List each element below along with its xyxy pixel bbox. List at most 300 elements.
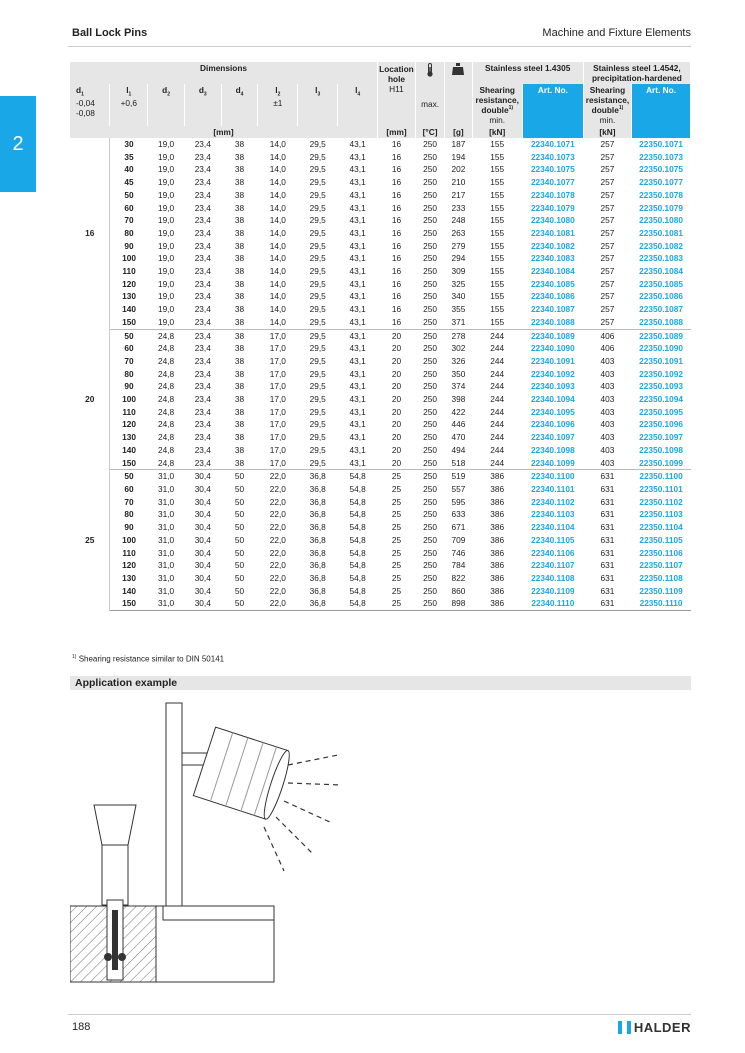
cell-shearing-1: 155 [490,189,505,200]
cell-location-hole: 16 [391,215,402,226]
art-no-link[interactable]: 22350.1105 [639,534,683,545]
cell-d2: 31,0 [157,547,175,558]
art-no-link[interactable]: 22340.1073 [530,151,575,162]
art-no-link[interactable]: 22340.1078 [530,189,575,200]
cell-l2: 17,0 [269,394,286,405]
cell-d2: 24,8 [157,355,175,366]
cell-location-hole: 16 [378,316,416,329]
art-no-link[interactable]: 22340.1087 [530,304,575,315]
cell-weight: 671 [451,522,466,533]
cell-shearing-2: 631 [600,471,615,482]
cell-l1: 140 [122,444,136,455]
cell-shearing-2: 406 [600,343,615,354]
cell-shearing-1: 155 [490,177,505,188]
table-row [70,444,691,457]
cell-shearing-2: 257 [600,266,615,277]
art-no-link[interactable]: 22350.1103 [639,509,683,520]
art-no-link[interactable]: 22340.1101 [531,483,575,494]
art-no-link[interactable]: 22340.1108 [531,572,575,583]
lock-ball-left [104,953,112,961]
cell-shearing-1: 386 [490,496,505,507]
art-no-link[interactable]: 22350.1090 [639,343,683,354]
cell-d2: 31,0 [157,483,175,494]
cell-l4: 54,8 [349,509,366,520]
art-no-link[interactable]: 22350.1104 [639,522,683,533]
art-no-link[interactable]: 22350.1107 [639,560,683,571]
cell-shearing-2: 631 [600,522,615,533]
cell-d3: 23,4 [194,164,211,175]
cell-l3: 36,8 [309,572,326,583]
cell-location-hole: 16 [391,291,402,302]
unit-celsius: [°C] [415,126,444,138]
table-row [70,214,691,227]
cell-l2: 17,0 [269,432,286,443]
table-row [70,278,691,291]
cell-l2: 22,0 [269,483,286,494]
cell-shearing-1: 155 [490,266,505,277]
cell-d2: 19,0 [157,227,175,238]
art-no-link[interactable]: 22350.1101 [639,483,683,494]
cell-shearing-2: 257 [600,227,615,238]
cell-shearing-2: 631 [600,560,615,571]
cell-temperature: 250 [423,432,437,443]
cell-location-hole: 16 [391,164,402,175]
art-no-link[interactable]: 22350.1081 [639,227,683,238]
art-no-link[interactable]: 22340.1109 [531,585,575,596]
cell-l4: 43,1 [349,215,366,226]
cell-weight: 302 [451,343,466,354]
cell-weight: 326 [451,355,466,366]
col-l1: $l_1$ +0,6 [110,84,148,126]
art-no-link[interactable]: 22340.1084 [530,266,575,277]
art-no-link[interactable]: 22340.1090 [530,343,575,354]
cell-l4: 43,1 [349,151,366,162]
cell-temperature: 250 [415,457,444,470]
cell-d3: 23,4 [194,343,211,354]
table-row [70,227,691,240]
cell-location-hole: 16 [391,304,402,315]
art-no-link[interactable]: 22340.1105 [531,534,575,545]
cell-l3: 29,5 [309,355,326,366]
cell-l4: 43,1 [349,355,366,366]
art-no-link[interactable]: 22350.1102 [639,496,683,507]
cell-l2: 22,0 [269,509,286,520]
cell-l2: 17,0 [269,419,286,430]
cell-l3: 36,8 [309,471,326,482]
table-row [70,521,691,534]
cell-l4: 43,1 [349,139,366,149]
cell-l4: 43,1 [349,253,366,264]
cell-temperature: 250 [423,202,437,213]
table-row [70,534,691,547]
cell-l3: 29,5 [309,253,326,264]
art-no-link[interactable]: 22350.1089 [639,330,683,341]
cell-shearing-1: 386 [490,471,505,482]
cell-shearing-2: 257 [600,177,615,188]
cell-shearing-1: 155 [472,316,522,329]
cell-l1: 40 [124,164,134,175]
cell-l4: 43,1 [349,278,366,289]
art-no-link[interactable]: 22350.1086 [639,291,683,302]
art-no-link[interactable]: 22350.1080 [639,215,683,226]
art-no-link[interactable]: 22340.1085 [530,278,575,289]
cell-d2: 19,0 [157,266,175,277]
cell-temperature: 250 [423,560,437,571]
art-no-link[interactable]: 22340.1083 [530,253,575,264]
cell-l2: 17,0 [258,457,298,470]
cell-shearing-1: 244 [490,432,505,443]
cell-l2: 22,0 [269,572,286,583]
cell-l2: 22,0 [269,585,286,596]
table-row [70,316,691,329]
art-no-link[interactable]: 22350.1094 [639,394,683,405]
cell-l4: 54,8 [349,522,366,533]
cell-location-hole: 16 [391,278,402,289]
cell-l1: 100 [122,394,136,405]
cell-d2: 24,8 [157,419,175,430]
cell-weight: 263 [451,227,466,238]
cell-l2: 14,0 [269,164,286,175]
art-no-link[interactable]: 22340.1075 [530,164,575,175]
cell-temperature: 250 [423,227,437,238]
cell-d2: 31,0 [157,572,175,583]
cell-shearing-2: 257 [600,139,615,149]
art-no-link[interactable]: 22350.1088 [632,316,691,329]
art-no-link[interactable]: 22350.1092 [639,368,683,379]
art-no-link[interactable]: 22340.1100 [531,471,575,482]
cell-weight: 784 [451,560,466,571]
cell-d2: 31,0 [157,509,175,520]
col-d1: $d_1$ -0,04 -0,08 [70,84,110,126]
cell-weight: 898 [445,597,472,610]
art-no-link[interactable]: 22350.1106 [639,547,683,558]
art-no-link[interactable]: 22340.1093 [530,381,575,392]
cell-l4: 54,8 [349,560,366,571]
cell-l4: 43,1 [349,394,366,405]
cell-temperature: 250 [423,355,437,366]
cell-l1: 120 [122,419,136,430]
h11-label: H11 [389,84,404,94]
page-number: 188 [72,1021,91,1033]
cell-l4: 43,1 [349,343,366,354]
cell-temperature: 250 [423,381,437,392]
cell-d2: 24,8 [157,394,175,405]
cell-shearing-1: 386 [472,597,522,610]
cell-d4: 38 [234,266,245,277]
cell-d3: 23,4 [194,253,211,264]
cell-weight: 350 [451,368,466,379]
cell-location-hole: 16 [391,202,402,213]
cell-shearing-1: 386 [490,483,505,494]
table-row [70,151,691,164]
art-no-link[interactable]: 22350.1109 [639,585,683,596]
cell-l3: 36,8 [309,534,326,545]
cell-shearing-2: 257 [600,202,615,213]
cell-temperature: 250 [423,278,437,289]
cell-weight: 518 [445,457,472,470]
cell-l2: 14,0 [269,202,286,213]
art-no-link[interactable]: 22340.1080 [530,215,575,226]
art-no-link[interactable]: 22340.1107 [531,560,575,571]
art-no-link[interactable]: 22340.1095 [530,406,575,417]
art-no-link[interactable]: 22340.1086 [530,291,575,302]
art-no-link[interactable]: 22340.1096 [530,419,575,430]
cell-d3: 30,4 [194,534,211,545]
cell-shearing-2: 257 [600,164,615,175]
thermometer-icon [425,63,435,77]
art-no-link[interactable]: 22350.1098 [639,444,683,455]
art-no-link[interactable]: 22350.1083 [639,253,683,264]
cell-l4: 43,1 [349,368,366,379]
cell-d4: 38 [234,189,245,200]
cell-l4: 43,1 [349,381,366,392]
art-no-link[interactable]: 22340.1102 [531,496,575,507]
cell-shearing-1: 155 [490,215,505,226]
cell-l2: 14,0 [269,151,286,162]
art-no-link[interactable]: 22340.1077 [530,177,575,188]
cell-l1: 70 [124,215,134,226]
cell-d4: 50 [234,509,245,520]
art-no-link[interactable]: 22350.1077 [639,177,683,188]
header-divider [68,46,691,47]
art-no-link[interactable]: 22340.1098 [530,444,575,455]
cell-location-hole: 25 [391,522,402,533]
art-no-link[interactable]: 22350.1087 [639,304,683,315]
art-no-link[interactable]: 22350.1071 [639,139,683,149]
cell-l3: 29,5 [309,381,326,392]
cell-d4: 38 [234,278,245,289]
cell-d4: 38 [234,394,245,405]
art-no-link[interactable]: 22340.1103 [531,509,575,520]
cell-d4: 50 [234,572,245,583]
col-d2: $d_2$ [148,84,185,126]
art-no-link[interactable]: 22340.1088 [522,316,583,329]
cell-weight: 217 [451,189,466,200]
cell-d3: 23,4 [194,394,211,405]
cell-location-hole: 16 [391,151,402,162]
cell-weight: 746 [451,547,466,558]
cell-d2: 24,8 [157,444,175,455]
art-no-link[interactable]: 22340.1081 [530,227,575,238]
art-no-1-unit [522,126,583,138]
unit-grams: [g] [445,126,472,138]
art-no-link[interactable]: 22340.1099 [522,457,583,470]
cell-shearing-2: 403 [600,444,615,455]
art-no-link[interactable]: 22350.1084 [639,266,683,277]
art-no-link[interactable]: 22350.1082 [639,240,683,251]
art-no-link[interactable]: 22350.1108 [639,572,683,583]
halder-logo-icon [618,1021,631,1034]
cell-l1: 35 [124,151,134,162]
cell-shearing-2: 257 [600,304,615,315]
art-no-link[interactable]: 22350.1100 [639,471,683,482]
cell-shearing-1: 155 [490,240,505,251]
art-no-link[interactable]: 22350.1093 [639,381,683,392]
cell-l3: 29,5 [309,177,326,188]
art-no-link[interactable]: 22340.1110 [522,597,583,610]
cell-l3: 29,5 [309,139,326,149]
art-no-link[interactable]: 22340.1094 [530,394,575,405]
art-no-link[interactable]: 22350.1079 [639,202,683,213]
cell-temperature: 250 [423,177,437,188]
cell-location-hole: 20 [391,355,402,366]
cell-weight: 233 [451,202,466,213]
cell-l2: 17,0 [269,406,286,417]
application-example-title: Application example [70,676,691,690]
cell-l2: 22,0 [269,547,286,558]
art-no-link[interactable]: 22340.1082 [530,240,575,251]
cell-shearing-1: 244 [490,368,505,379]
cell-weight: 278 [451,330,466,341]
cell-l3: 29,5 [309,406,326,417]
cell-d1: 16 [70,138,110,329]
cell-d2: 31,0 [148,597,185,610]
cell-shearing-2: 403 [600,432,615,443]
cell-d3: 23,4 [194,444,211,455]
cell-d3: 23,4 [184,316,221,329]
table-row [70,431,691,444]
cell-location-hole: 20 [391,444,402,455]
cell-d2: 24,8 [157,368,175,379]
art-no-link[interactable]: 22340.1092 [530,368,575,379]
cell-shearing-2: 257 [600,291,615,302]
cell-l2: 22,0 [269,522,286,533]
art-no-link[interactable]: 22340.1097 [530,432,575,443]
cell-l3: 36,8 [309,522,326,533]
cell-l3: 29,5 [309,432,326,443]
location-hole-label: Location hole [379,64,414,84]
cell-weight: 860 [451,585,466,596]
art-no-link[interactable]: 22350.1099 [632,457,691,470]
cell-l1: 130 [122,291,136,302]
art-no-link[interactable]: 22340.1089 [530,330,575,341]
cell-l1: 90 [124,240,134,251]
cell-l4: 43,1 [349,164,366,175]
cell-d4: 38 [234,253,245,264]
cell-l1: 50 [124,189,134,200]
cell-d4: 50 [234,471,245,482]
unit-mm-hole: [mm] [378,126,416,138]
cell-d4: 50 [234,496,245,507]
art-no-link[interactable]: 22340.1106 [531,547,575,558]
art-no-link[interactable]: 22350.1110 [632,597,691,610]
art-no-link[interactable]: 22350.1095 [639,406,683,417]
cell-temperature: 250 [423,343,437,354]
cell-d3: 23,4 [194,419,211,430]
art-no-link[interactable]: 22350.1078 [639,189,683,200]
art-no-link[interactable]: 22340.1091 [530,355,575,366]
col-d4: $d_4$ [221,84,258,126]
cell-l1: 140 [122,304,136,315]
cell-d3: 23,4 [194,266,211,277]
cell-weight: 446 [451,419,466,430]
cell-l4: 43,1 [349,304,366,315]
cell-weight: 709 [451,534,466,545]
cell-shearing-2: 631 [600,534,615,545]
lamp-head [193,727,293,821]
cell-l3: 29,5 [309,291,326,302]
cell-temperature: 250 [423,253,437,264]
art-no-link[interactable]: 22340.1079 [530,202,575,213]
cell-l1: 80 [124,509,134,520]
cell-d4: 38 [234,381,245,392]
cell-temperature: 250 [423,330,437,341]
cell-l2: 14,0 [269,215,286,226]
cell-d4: 38 [234,432,245,443]
cell-d3: 23,4 [184,457,221,470]
cell-l2: 14,0 [258,316,298,329]
cell-d4: 50 [234,483,245,494]
cell-d3: 23,4 [194,355,211,366]
cell-shearing-1: 155 [490,151,505,162]
cell-weight: 279 [451,240,466,251]
cell-l4: 43,1 [349,291,366,302]
table-row [70,572,691,585]
table-row [70,483,691,496]
cell-temperature: 250 [423,240,437,251]
cell-d4: 50 [234,547,245,558]
cell-l4: 54,8 [349,483,366,494]
footnote: $^{1)}$ Shearing resistance similar to DIN 50141 [72,654,225,664]
cell-shearing-1: 155 [490,291,505,302]
art-no-link[interactable]: 22350.1091 [639,355,683,366]
cell-shearing-2: 403 [600,394,615,405]
cell-l4: 54,8 [349,471,366,482]
chapter-tab[interactable]: 2 [0,96,36,192]
table-row [70,393,691,406]
art-no-link[interactable]: 22340.1071 [530,139,575,149]
cell-l1: 45 [124,177,134,188]
cell-l4: 43,1 [349,419,366,430]
cell-l2: 22,0 [269,560,286,571]
cell-temperature: 250 [423,509,437,520]
cell-location-hole: 20 [391,330,402,341]
cell-shearing-2: 631 [600,572,615,583]
cell-shearing-2: 403 [600,355,615,366]
cell-temperature: 250 [415,316,444,329]
cell-d1: 25 [70,470,110,611]
art-no-link[interactable]: 22350.1075 [639,164,683,175]
table-row [70,202,691,215]
cell-location-hole: 16 [391,240,402,251]
cell-weight: 340 [451,291,466,302]
art-no-link[interactable]: 22340.1104 [531,522,575,533]
cell-l2: 14,0 [269,304,286,315]
art-no-link[interactable]: 22350.1097 [639,432,683,443]
cell-temperature: 250 [423,572,437,583]
cell-d4: 38 [221,316,258,329]
art-no-link[interactable]: 22350.1073 [639,151,683,162]
col-l4: $l_4$ [338,84,378,126]
clamp-plate [163,906,274,920]
cell-l2: 14,0 [269,189,286,200]
cell-location-hole: 20 [391,432,402,443]
cell-l2: 22,0 [269,496,286,507]
art-no-link[interactable]: 22350.1096 [639,419,683,430]
halder-logo [618,1020,691,1035]
cell-shearing-1: 244 [490,381,505,392]
cell-d3: 23,4 [194,189,211,200]
cell-l4: 54,8 [349,496,366,507]
cell-l3: 29,5 [309,151,326,162]
cell-location-hole: 25 [391,509,402,520]
art-no-link[interactable]: 22350.1085 [639,278,683,289]
cell-location-hole: 25 [391,560,402,571]
cell-l4: 43,1 [349,406,366,417]
cell-l1: 150 [110,597,148,610]
cell-d3: 23,4 [194,381,211,392]
cell-shearing-1: 244 [490,444,505,455]
